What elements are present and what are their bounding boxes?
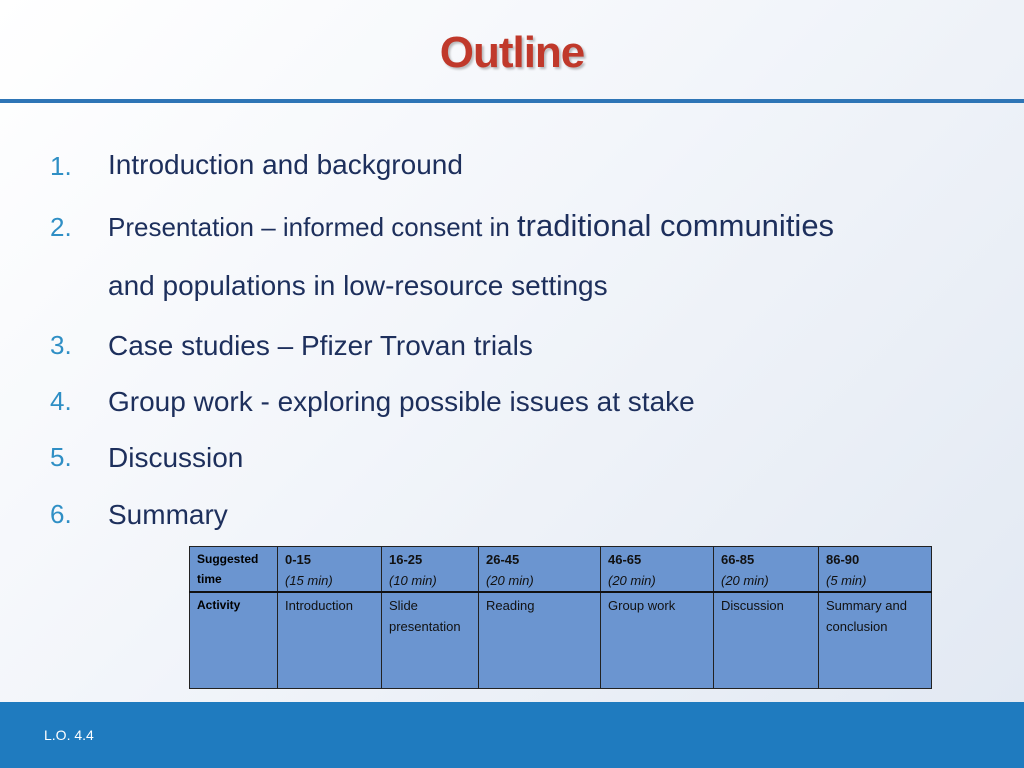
item-text: Group work - exploring possible issues at stake xyxy=(108,386,695,417)
item-text: Summary xyxy=(108,499,228,530)
time-range: 66-85 xyxy=(721,552,755,567)
time-range: 0-15 xyxy=(285,552,312,567)
time-cell xyxy=(819,547,932,593)
outline-item xyxy=(0,372,1000,430)
item-text: Introduction and background xyxy=(108,149,463,180)
slide-title: Outline xyxy=(439,28,585,77)
time-duration: (5 min) xyxy=(826,573,867,588)
item-number: 2. xyxy=(50,212,72,242)
activity-cell: Group work xyxy=(601,592,714,689)
item-number: 1. xyxy=(50,151,72,181)
item-text-part: traditional communities xyxy=(517,208,835,243)
time-duration: (15 min) xyxy=(285,573,333,588)
table-row-activity xyxy=(190,592,932,689)
time-duration: (20 min) xyxy=(486,573,534,588)
item-number: 6. xyxy=(50,499,72,529)
outline-item xyxy=(0,135,1000,195)
time-cell xyxy=(382,547,479,593)
item-text xyxy=(108,196,988,257)
activity-cell: Reading xyxy=(479,592,601,689)
time-duration: (20 min) xyxy=(608,573,656,588)
title-divider xyxy=(0,99,1024,103)
schedule-table xyxy=(189,546,932,689)
time-range: 16-25 xyxy=(389,552,423,567)
activity-cell: Summary and conclusion xyxy=(819,592,932,689)
outline-item xyxy=(0,428,1000,486)
time-range: 86-90 xyxy=(826,552,860,567)
item-text: Discussion xyxy=(108,442,244,473)
time-duration: (20 min) xyxy=(721,573,769,588)
activity-cell: Introduction xyxy=(278,592,382,689)
item-text-part: Presentation – informed consent in xyxy=(108,212,518,242)
activity-cell: Discussion xyxy=(714,592,819,689)
outline-item xyxy=(0,316,1000,374)
outline-item xyxy=(0,485,1000,543)
table-row-time xyxy=(190,547,932,593)
time-cell xyxy=(479,547,601,593)
activity-cell: Slide presentation xyxy=(382,592,479,689)
footer-label: L.O. 4.4 xyxy=(44,727,94,743)
time-cell xyxy=(601,547,714,593)
outline-item xyxy=(0,196,1000,316)
time-duration: (10 min) xyxy=(389,573,437,588)
time-range: 46-65 xyxy=(608,552,642,567)
item-number: 5. xyxy=(50,442,72,472)
time-cell xyxy=(714,547,819,593)
item-text: Case studies – Pfizer Trovan trials xyxy=(108,330,533,361)
activity-header: Activity xyxy=(190,592,278,689)
time-cell xyxy=(278,547,382,593)
item-number: 4. xyxy=(50,386,72,416)
item-text-continued: and populations in low-resource settings xyxy=(108,270,608,301)
time-header: Suggested time xyxy=(190,547,278,593)
time-range: 26-45 xyxy=(486,552,520,567)
item-number: 3. xyxy=(50,330,72,360)
footer-bar xyxy=(0,702,1024,768)
